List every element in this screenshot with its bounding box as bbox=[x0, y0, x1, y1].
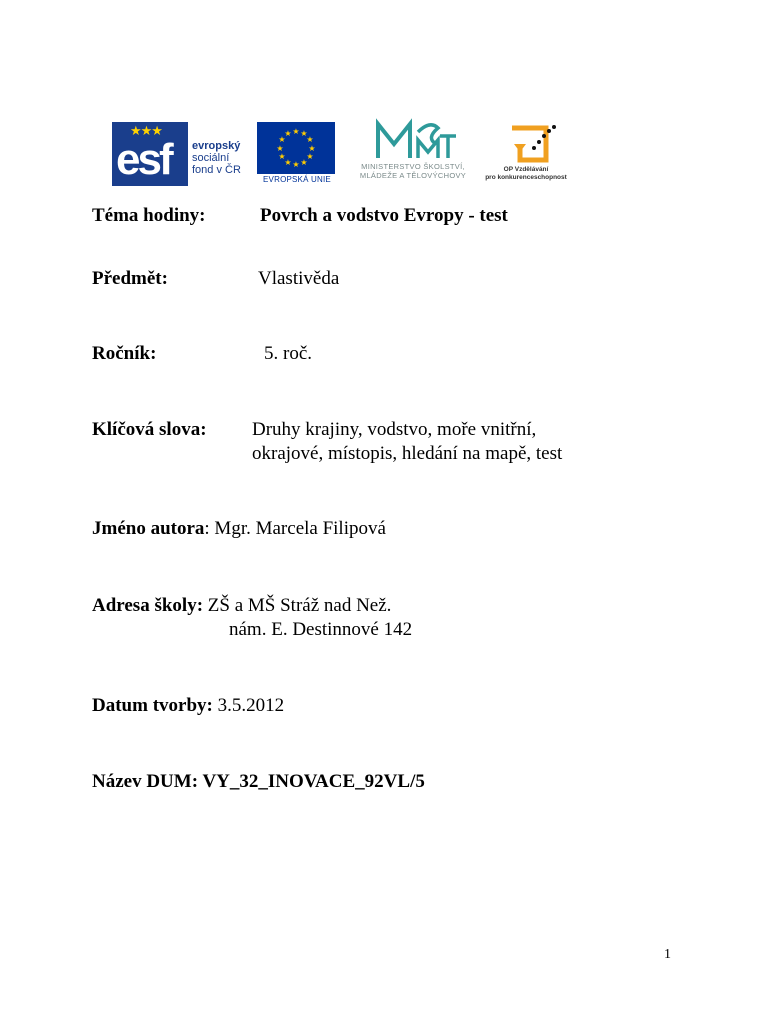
msmt-caption-line2: MLÁDEŽE A TĚLOVÝCHOVY bbox=[359, 171, 467, 180]
field-klicova-line2: okrajové, místopis, hledání na mapě, test bbox=[252, 443, 563, 464]
field-datum-value: 3.5.2012 bbox=[212, 695, 285, 716]
field-adresa-line1: ZŠ a MŠ Stráž nad Než. bbox=[203, 595, 392, 616]
field-rocnik-label: Ročník: bbox=[92, 343, 157, 364]
svg-text:★: ★ bbox=[300, 158, 308, 167]
field-tema-value: Povrch a vodstvo Evropy - test bbox=[260, 205, 508, 226]
op-symbol-icon bbox=[506, 122, 562, 166]
esf-logo bbox=[112, 122, 248, 186]
field-adresa-label: Adresa školy: bbox=[92, 595, 204, 616]
field-predmet bbox=[92, 267, 168, 291]
field-autor-label: Jméno autora bbox=[92, 518, 205, 539]
svg-text:★: ★ bbox=[308, 144, 316, 153]
field-predmet-value: Vlastivěda bbox=[258, 268, 340, 289]
svg-text:★: ★ bbox=[300, 129, 308, 138]
op-logo bbox=[484, 122, 568, 188]
field-klicova-line1: Druhy krajiny, vodstvo, moře vnitřní, bbox=[252, 419, 537, 440]
svg-text:★: ★ bbox=[278, 152, 286, 161]
esf-mark-text: esf bbox=[116, 135, 171, 184]
svg-text:★: ★ bbox=[292, 127, 300, 136]
esf-caption-line1: evropský bbox=[192, 140, 241, 152]
field-klicova-colon: : bbox=[200, 419, 207, 440]
field-nazev-label: Název DUM: bbox=[92, 771, 199, 792]
svg-text:★: ★ bbox=[278, 135, 286, 144]
field-rocnik-value: 5. roč. bbox=[264, 343, 313, 364]
logo-strip bbox=[112, 118, 567, 190]
svg-text:★: ★ bbox=[276, 144, 284, 153]
msmt-logo bbox=[342, 118, 484, 188]
op-caption-line1: OP Vzdělávání bbox=[503, 166, 549, 173]
eu-logo bbox=[257, 122, 337, 186]
esf-caption bbox=[192, 140, 241, 176]
eu-flag-icon bbox=[257, 122, 335, 174]
field-klicova bbox=[92, 418, 207, 442]
eu-caption: EVROPSKÁ UNIE bbox=[263, 175, 331, 184]
field-autor bbox=[92, 517, 386, 541]
op-caption-line2: pro konkurenceschopnost bbox=[485, 174, 567, 181]
esf-caption-line2: sociální bbox=[192, 152, 230, 164]
field-klicova-label: Klíčová slova bbox=[92, 419, 201, 440]
msmt-caption-line1: MINISTERSTVO ŠKOLSTVÍ, bbox=[361, 162, 465, 171]
esf-mark bbox=[112, 122, 188, 186]
field-rocnik bbox=[92, 342, 156, 366]
svg-text:★: ★ bbox=[284, 158, 292, 167]
field-nazev-value: VY_32_INOVACE_92VL/5 bbox=[198, 771, 425, 792]
svg-text:★: ★ bbox=[292, 160, 300, 169]
page-number: 1 bbox=[664, 947, 671, 962]
msmt-monogram-icon bbox=[374, 118, 458, 162]
field-adresa bbox=[92, 594, 391, 618]
esf-stars-icon: ★★★ bbox=[130, 124, 162, 139]
field-tema-label: Téma hodiny: bbox=[92, 205, 206, 226]
svg-text:★: ★ bbox=[284, 129, 292, 138]
field-nazev bbox=[92, 770, 425, 794]
svg-text:★: ★ bbox=[306, 135, 314, 144]
field-tema bbox=[92, 204, 206, 228]
field-datum bbox=[92, 694, 284, 718]
field-datum-label: Datum tvorby: bbox=[92, 695, 213, 716]
esf-caption-line3: fond v ČR bbox=[192, 164, 241, 176]
field-predmet-label: Předmět: bbox=[92, 268, 168, 289]
field-autor-value: : Mgr. Marcela Filipová bbox=[204, 518, 386, 539]
field-adresa-line2: nám. E. Destinnové 142 bbox=[229, 619, 413, 640]
svg-text:★: ★ bbox=[306, 152, 314, 161]
